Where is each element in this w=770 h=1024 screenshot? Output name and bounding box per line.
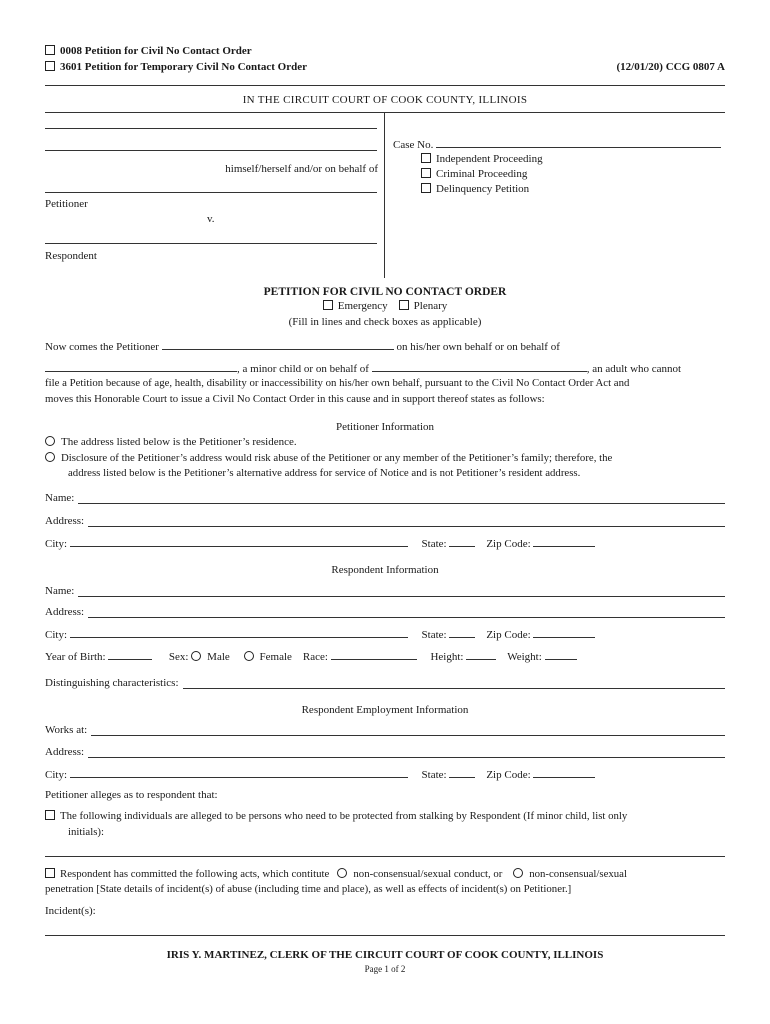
allegation-protected-persons-cont: initials):: [68, 826, 104, 838]
petition-line-1: Now comes the Petitioner on his/her own behalf or on behalf of: [45, 341, 560, 353]
respondent-name-row: Name:: [45, 585, 725, 597]
distinguishing-row: Distinguishing characteristics:: [45, 677, 725, 689]
distinguishing-input[interactable]: [183, 679, 726, 689]
petition-line-2: , a minor child or on behalf of , an adult who cannot: [45, 362, 681, 375]
adult-field[interactable]: [372, 362, 587, 372]
petition-line-3: file a Petition because of age, health, disability or inaccessibility on his/her own behalf, pursuant to the Civil No Contact Order Act and: [45, 377, 630, 389]
conduct-option[interactable]: non-consensual/sexual conduct, or: [337, 868, 502, 880]
allegations-intro: Petitioner alleges as to respondent that:: [45, 789, 218, 801]
protected-persons-input[interactable]: [45, 856, 725, 857]
case-no: Case No.: [393, 138, 721, 151]
radio[interactable]: [337, 868, 347, 878]
form-option-0008[interactable]: 0008 Petition for Civil No Contact Order: [45, 45, 252, 57]
petition-title: PETITION FOR CIVIL NO CONTACT ORDER: [263, 286, 507, 298]
petitioner-name-row: Name:: [45, 492, 725, 504]
respondent-address-input[interactable]: [88, 608, 725, 618]
option-emergency[interactable]: Emergency: [323, 300, 388, 312]
proceeding-delinquency[interactable]: Delinquency Petition: [421, 183, 529, 195]
petitioner-city-input[interactable]: [70, 537, 408, 547]
checkbox[interactable]: [45, 810, 55, 820]
employment-heading: Respondent Employment Information: [301, 704, 469, 716]
caption-divider: [384, 112, 385, 278]
petitioner-address-input[interactable]: [88, 517, 725, 527]
petitioner-name-line-2[interactable]: [45, 150, 377, 151]
employment-city-input[interactable]: [70, 768, 408, 778]
race-input[interactable]: [331, 650, 417, 660]
checkbox[interactable]: [45, 61, 55, 71]
petitioner-address-row: Address:: [45, 515, 725, 527]
radio[interactable]: [244, 651, 254, 661]
versus-label: v.: [207, 213, 215, 225]
petition-type: [0, 300, 770, 312]
behalf-name-line[interactable]: [45, 192, 377, 193]
petitioner-info-heading: Petitioner Information: [335, 421, 435, 433]
respondent-zip-input[interactable]: [533, 628, 595, 638]
works-at-input[interactable]: [91, 726, 725, 736]
allegation-acts[interactable]: Respondent has committed the following acts, which contitute non-consensual/sexual conduct, or non-consensual/sexual: [45, 868, 627, 880]
sex-female-option[interactable]: Female: [244, 651, 292, 663]
petitioner-name-line[interactable]: [45, 128, 377, 129]
behalf-text: himself/herself and/or on behalf of: [225, 163, 378, 175]
employment-zip-input[interactable]: [533, 768, 595, 778]
form-option-3601[interactable]: 3601 Petition for Temporary Civil No Contact Order: [45, 61, 307, 73]
proceeding-criminal[interactable]: Criminal Proceeding: [421, 168, 527, 180]
checkbox[interactable]: [421, 153, 431, 163]
minor-child-field[interactable]: [45, 362, 237, 372]
petitioner-name-field[interactable]: [162, 340, 394, 350]
respondent-address-row: Address:: [45, 606, 725, 618]
weight-input[interactable]: [545, 650, 577, 660]
option-plenary[interactable]: Plenary: [399, 300, 448, 312]
checkbox[interactable]: [421, 168, 431, 178]
checkbox[interactable]: [45, 868, 55, 878]
incidents-label: Incident(s):: [45, 905, 96, 917]
checkbox[interactable]: [323, 300, 333, 310]
checkbox[interactable]: [421, 183, 431, 193]
height-input[interactable]: [466, 650, 496, 660]
petitioner-state-input[interactable]: [449, 537, 475, 547]
address-option-alternative-cont: address listed below is the Petitioner’s alternative address for service of Notice and is not Petitioner’s resident address.: [68, 467, 581, 479]
petitioner-zip-input[interactable]: [533, 537, 595, 547]
incidents-input[interactable]: [45, 935, 725, 936]
address-option-alternative[interactable]: Disclosure of the Petitioner’s address would risk abuse of the Petitioner or any member of the Petitioner’s family; therefore, the: [45, 452, 612, 464]
respondent-city-row: City: State: Zip Code:: [45, 628, 595, 641]
petition-line-4: moves this Honorable Court to issue a Civil No Contact Order in this cause and in support thereof states as follows:: [45, 393, 545, 405]
allegation-protected-persons[interactable]: The following individuals are alleged to be persons who need to be protected from stalking by Respondent (If minor child, list only: [45, 810, 627, 822]
checkbox[interactable]: [399, 300, 409, 310]
employment-address-row: Address:: [45, 746, 725, 758]
respondent-info-heading: Respondent Information: [331, 564, 439, 576]
respondent-label: Respondent: [45, 250, 97, 262]
respondent-city-input[interactable]: [70, 628, 408, 638]
divider: [45, 112, 725, 113]
form-code: (12/01/20) CCG 0807 A: [616, 61, 725, 73]
employment-state-input[interactable]: [449, 768, 475, 778]
petitioner-name-input[interactable]: [78, 494, 725, 504]
clerk-footer: IRIS Y. MARTINEZ, CLERK OF THE CIRCUIT COURT OF COOK COUNTY, ILLINOIS: [166, 949, 604, 961]
penetration-option[interactable]: non-consensual/sexual: [513, 868, 627, 880]
year-of-birth-input[interactable]: [108, 650, 152, 660]
works-at-row: Works at:: [45, 724, 725, 736]
radio[interactable]: [45, 436, 55, 446]
respondent-name-input[interactable]: [78, 587, 725, 597]
court-title: IN THE CIRCUIT COURT OF COOK COUNTY, ILLINOIS: [242, 94, 528, 106]
page-number: Page 1 of 2: [364, 964, 406, 974]
case-no-field[interactable]: [436, 138, 721, 148]
radio[interactable]: [45, 452, 55, 462]
petitioner-city-row: City: State: Zip Code:: [45, 537, 595, 550]
allegation-acts-cont: penetration [State details of incident(s) of abuse (including time and place), as well as effects of incident(s) on Petitioner.]: [45, 883, 572, 895]
respondent-name-line[interactable]: [45, 243, 377, 244]
address-option-residence[interactable]: The address listed below is the Petitioner’s residence.: [45, 436, 297, 448]
radio[interactable]: [513, 868, 523, 878]
instruction: (Fill in lines and check boxes as applicable): [288, 316, 482, 328]
respondent-state-input[interactable]: [449, 628, 475, 638]
divider: [45, 85, 725, 86]
sex-male-option[interactable]: Male: [191, 651, 230, 663]
proceeding-independent[interactable]: Independent Proceeding: [421, 153, 543, 165]
radio[interactable]: [191, 651, 201, 661]
respondent-details-row: Year of Birth: Sex: Male Female Race: Height: Weight:: [45, 650, 577, 663]
petitioner-label: Petitioner: [45, 198, 88, 210]
employment-city-row: City: State: Zip Code:: [45, 768, 595, 781]
employment-address-input[interactable]: [88, 748, 725, 758]
checkbox[interactable]: [45, 45, 55, 55]
